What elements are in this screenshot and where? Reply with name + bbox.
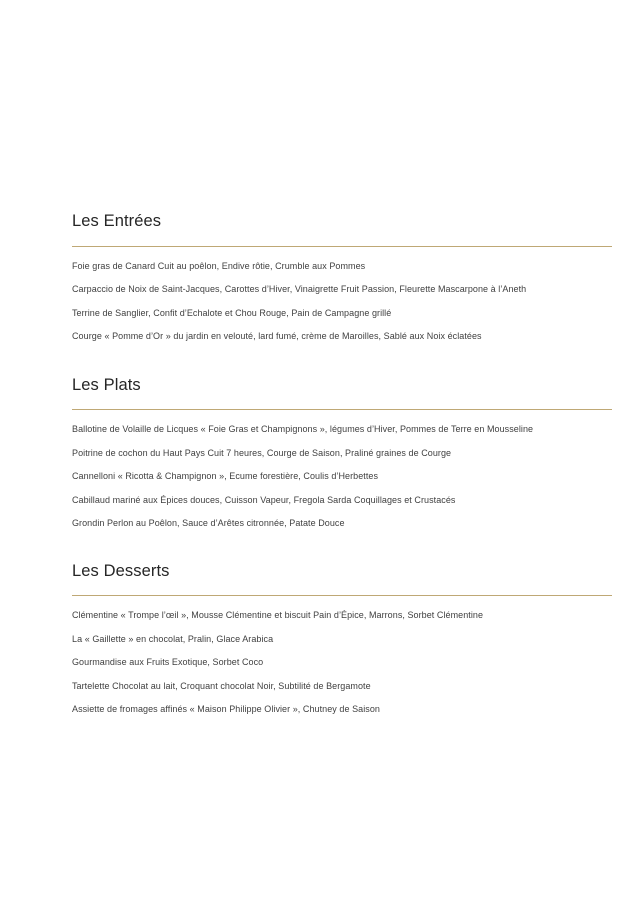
dish-item: Carpaccio de Noix de Saint-Jacques, Carottes d’Hiver, Vinaigrette Fruit Passion, Fleurette Mascarpone à l’Aneth bbox=[72, 284, 527, 295]
section-heading-entrees: Les Entrées bbox=[72, 212, 162, 230]
dish-item: La « Gaillette » en chocolat, Pralin, Glace Arabica bbox=[72, 633, 274, 644]
dish-item: Cannelloni « Ricotta & Champignon », Ecume forestière, Coulis d’Herbettes bbox=[72, 471, 379, 482]
dish-item: Assiette de fromages affinés « Maison Philippe Olivier », Chutney de Saison bbox=[72, 704, 380, 715]
menu-section-entrees bbox=[72, 212, 612, 342]
dish-item: Tartelette Chocolat au lait, Croquant chocolat Noir, Subtilité de Bergamote bbox=[72, 680, 371, 691]
dish-item: Clémentine « Trompe l’œil », Mousse Clémentine et biscuit Pain d’Épice, Marrons, Sorbet Clémentine bbox=[72, 610, 484, 621]
dish-list-entrees bbox=[72, 262, 612, 342]
section-heading-desserts: Les Desserts bbox=[72, 561, 170, 580]
section-heading-plats: Les Plats bbox=[72, 375, 141, 394]
dish-item: Foie gras de Canard Cuit au poêlon, Endive rôtie, Crumble aux Pommes bbox=[72, 260, 366, 271]
section-divider-entrees bbox=[72, 246, 612, 247]
dish-item: Courge « Pomme d’Or » du jardin en velouté, lard fumé, crème de Maroilles, Sablé aux Noix éclatées bbox=[72, 331, 482, 342]
dish-item: Cabillaud mariné aux Épices douces, Cuisson Vapeur, Fregola Sarda Coquillages et Crustacés bbox=[72, 494, 456, 505]
menu-section-plats bbox=[72, 376, 612, 529]
dish-list-desserts bbox=[72, 611, 612, 714]
menu-content bbox=[72, 212, 612, 715]
menu-section-desserts bbox=[72, 562, 612, 715]
dish-list-plats bbox=[72, 425, 612, 528]
dish-item: Grondin Perlon au Poêlon, Sauce d’Arêtes citronnée, Patate Douce bbox=[72, 518, 345, 529]
section-divider-desserts bbox=[72, 595, 612, 596]
dish-item: Gourmandise aux Fruits Exotique, Sorbet Coco bbox=[72, 657, 264, 668]
dish-item: Ballotine de Volaille de Licques « Foie Gras et Champignons », légumes d’Hiver, Pommes de Terre en Mousseline bbox=[72, 424, 534, 435]
dish-item: Terrine de Sanglier, Confit d’Echalote et Chou Rouge, Pain de Campagne grillé bbox=[72, 307, 392, 318]
section-divider-plats bbox=[72, 409, 612, 410]
dish-item: Poitrine de cochon du Haut Pays Cuit 7 heures, Courge de Saison, Praliné graines de Courge bbox=[72, 447, 452, 458]
